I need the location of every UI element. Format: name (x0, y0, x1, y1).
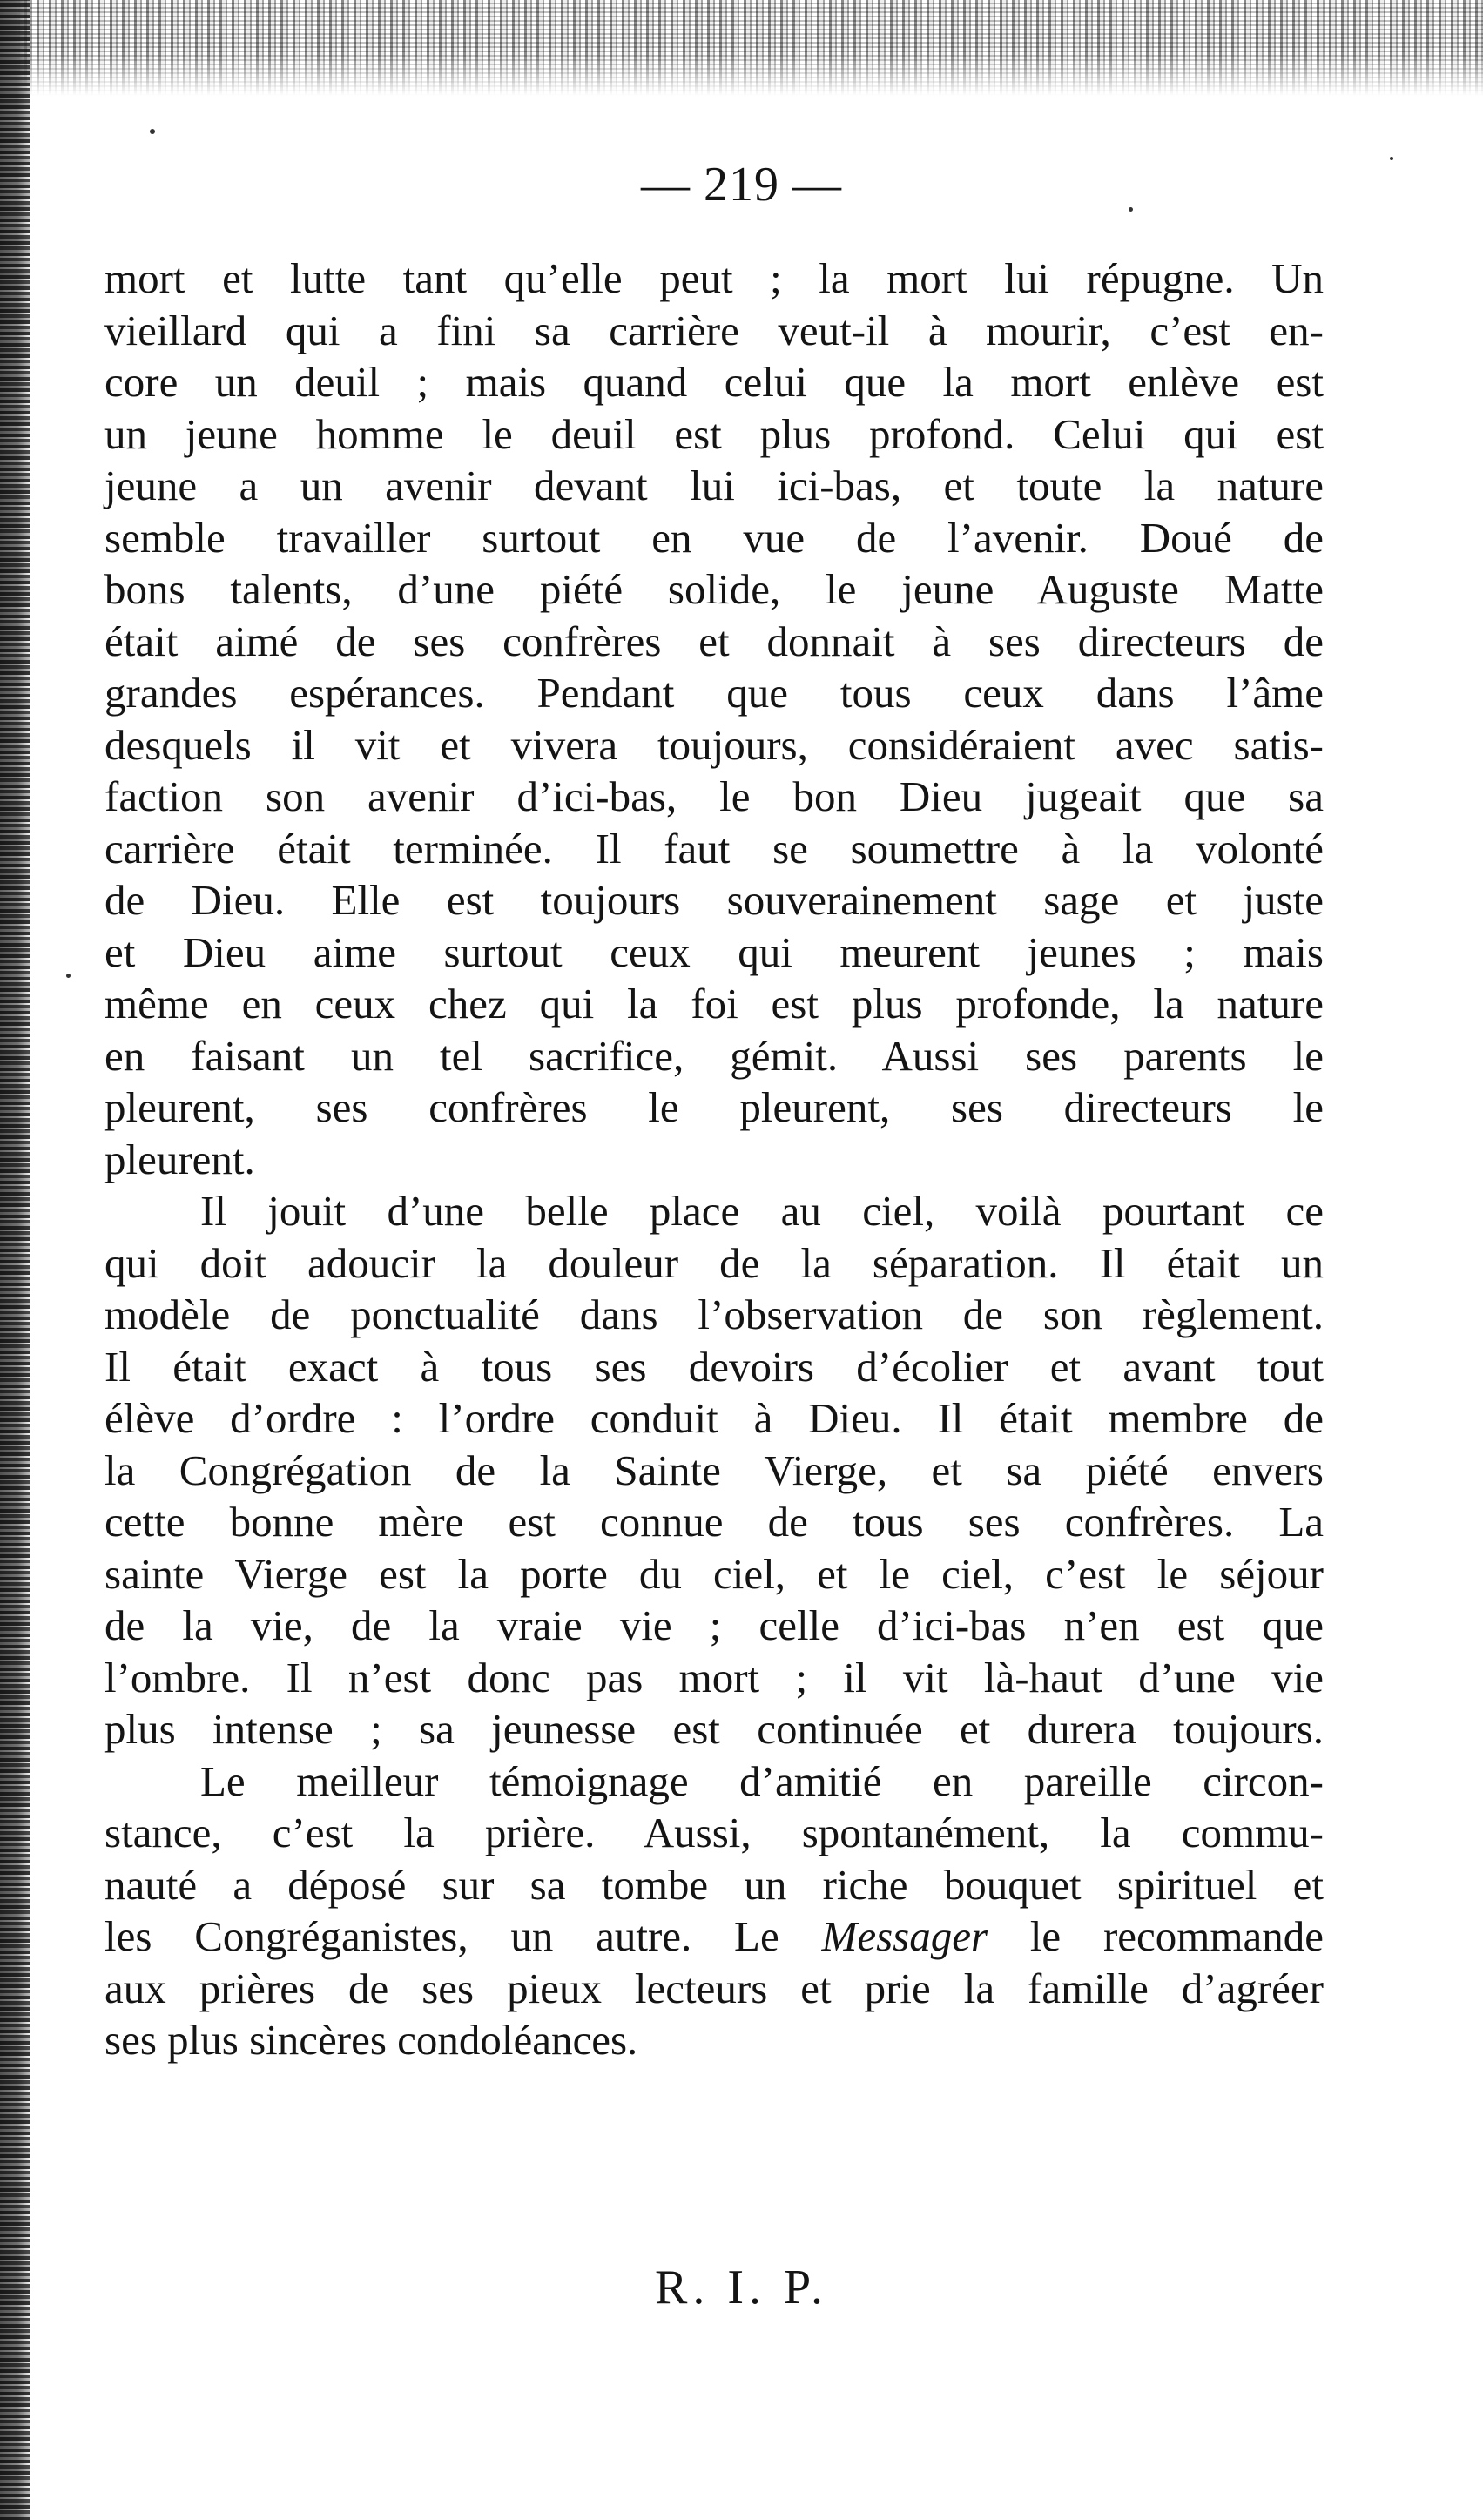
periodical-title: Messager (821, 1912, 988, 1960)
text-run: le recommande (988, 1912, 1324, 1960)
text-line: Le meilleur témoignage d’amitié en pareille circon- (200, 1756, 1324, 1805)
text-line: était aimé de ses confrères et donnait à ses directeurs de (104, 617, 1324, 665)
text-line: nauté a déposé sur sa tombe un riche bouquet spirituel et (104, 1860, 1324, 1909)
text-line: plus intense ; sa jeunesse est continuée et durera toujours. (104, 1705, 1324, 1753)
text-line: carrière était terminée. Il faut se soumettre à la volonté (104, 824, 1324, 873)
text-line: pleurent. (104, 1135, 255, 1183)
text-line: de la vie, de la vraie vie ; celle d’ici-bas n’en est que (104, 1601, 1324, 1649)
text-line: core un deuil ; mais quand celui que la mort enlève est (104, 358, 1324, 406)
text-line: Il jouit d’une belle place au ciel, voilà pourtant ce (200, 1187, 1324, 1235)
text-line: cette bonne mère est connue de tous ses confrères. La (104, 1498, 1324, 1546)
text-line: un jeune homme le deuil est plus profond. Celui qui est (104, 409, 1324, 458)
text-line: faction son avenir d’ici-bas, le bon Dieu jugeait que sa (104, 772, 1324, 820)
text-line: stance, c’est la prière. Aussi, spontanément, la commu- (104, 1809, 1324, 1856)
text-line: jeune a un avenir devant lui ici-bas, et toute la nature (104, 462, 1324, 509)
text-line: desquels il vit et vivera toujours, considéraient avec satis- (104, 720, 1324, 769)
text-line: grandes espérances. Pendant que tous ceux dans l’âme (104, 669, 1324, 717)
scan-speck (66, 974, 71, 978)
text-line: modèle de ponctualité dans l’observation de son règlement. (104, 1290, 1324, 1338)
text-line: même en ceux chez qui la foi est plus profonde, la nature (104, 980, 1324, 1028)
body-text (104, 253, 1324, 2066)
text-line: la Congrégation de la Sainte Vierge, et sa piété envers (104, 1445, 1324, 1494)
text-line: bons talents, d’une piété solide, le jeune Auguste Matte (104, 565, 1324, 613)
text-line: semble travailler surtout en vue de l’avenir. Doué de (104, 513, 1324, 562)
text-line: pleurent, ses confrères le pleurent, ses directeurs le (104, 1083, 1324, 1131)
text-run: les Congréganistes, un autre. Le (104, 1912, 822, 1960)
page-number: — 219 — (641, 158, 842, 212)
scan-top-edge (0, 0, 1483, 96)
text-line: vieillard qui a fini sa carrière veut-il à mourir, c’est en- (104, 306, 1324, 354)
text-line: l’ombre. Il n’est donc pas mort ; il vit là-haut d’une vie (104, 1653, 1324, 1701)
text-line: ses plus sincères condoléances. (104, 2016, 638, 2064)
text-line: élève d’ordre : l’ordre conduit à Dieu. Il était membre de (104, 1394, 1324, 1442)
text-line: sainte Vierge est la porte du ciel, et le ciel, c’est le séjour (104, 1549, 1324, 1598)
text-line: et Dieu aime surtout ceux qui meurent jeunes ; mais (104, 927, 1324, 976)
text-line: mort et lutte tant qu’elle peut ; la mort lui répugne. Un (104, 254, 1324, 302)
signature-rip: R. I. P. (655, 2261, 828, 2314)
text-line: aux prières de ses pieux lecteurs et prie la famille d’agréer (104, 1964, 1324, 2012)
text-line: Il était exact à tous ses devoirs d’écolier et avant tout (104, 1342, 1324, 1391)
text-line: de Dieu. Elle est toujours souverainement sage et juste (104, 876, 1324, 924)
scan-speck (150, 129, 155, 134)
scan-binding-edge (0, 0, 30, 2520)
text-line: en faisant un tel sacrifice, gémit. Aussi ses parents le (104, 1031, 1324, 1080)
text-line-with-title (104, 1910, 1324, 1963)
text-line: qui doit adoucir la douleur de la séparation. Il était un (104, 1238, 1324, 1287)
